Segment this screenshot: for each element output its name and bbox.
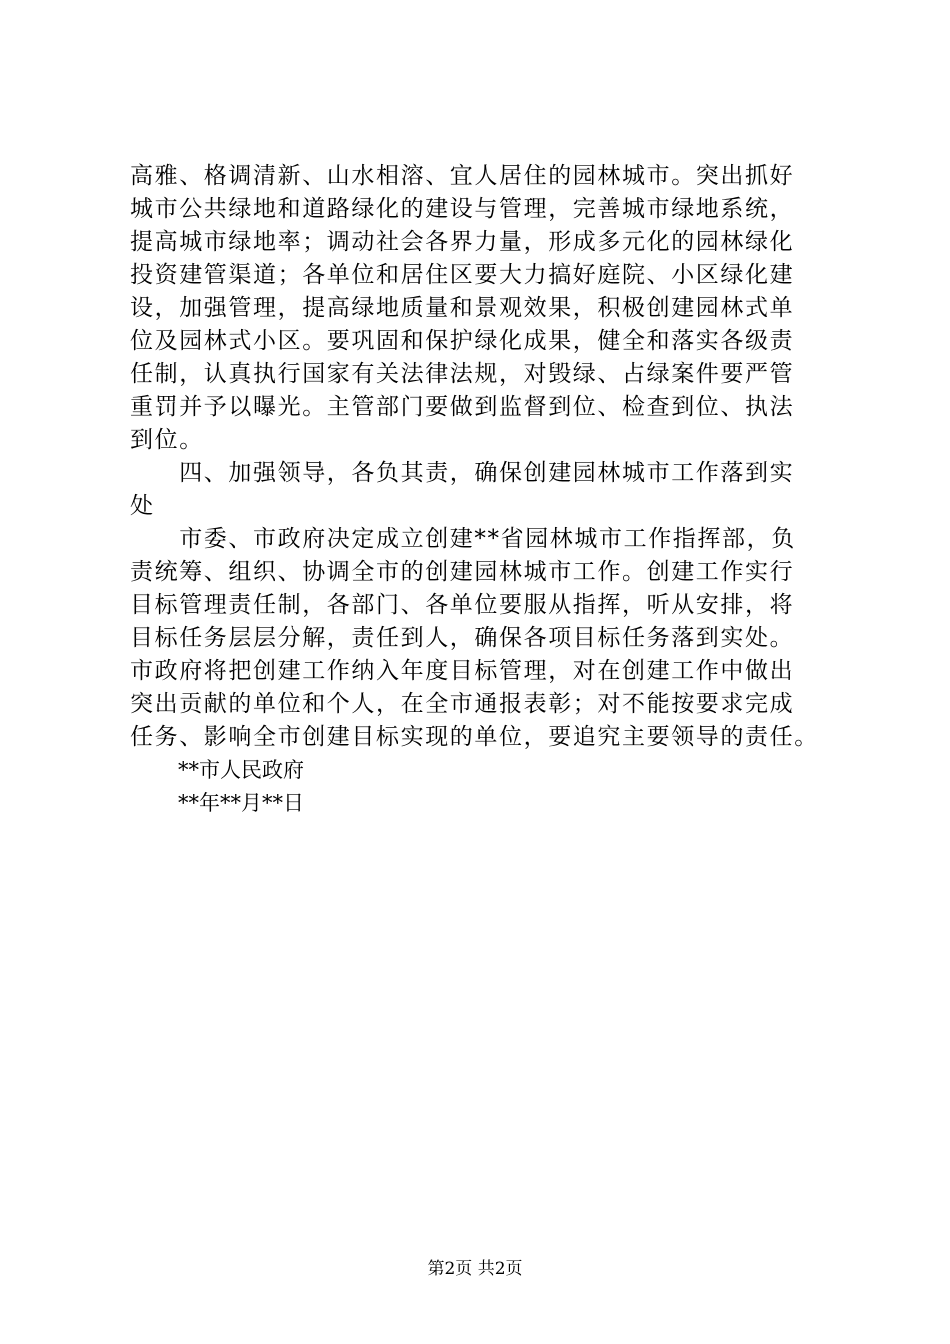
text-line: 突出贡献的单位和个人，在全市通报表彰；对不能按要求完成: [130, 691, 795, 717]
text-line: 高雅、格调清新、山水相溶、宜人居住的园林城市。突出抓好: [130, 163, 795, 189]
text-line: 到位。: [130, 427, 204, 453]
text-line: 任务、影响全市创建目标实现的单位，要追究主要领导的责任。: [130, 724, 819, 750]
text-line: 提高城市绿地率；调动社会各界力量，形成多元化的园林绿化: [130, 229, 795, 255]
text-line: 城市公共绿地和道路绿化的建设与管理，完善城市绿地系统，: [130, 196, 795, 222]
text-line: 位及园林式小区。要巩固和保护绿化成果，健全和落实各级责: [130, 328, 795, 354]
text-line: 设，加强管理，提高绿地质量和景观效果，积极创建园林式单: [130, 295, 795, 321]
signature-date: **年**月**日: [178, 791, 304, 815]
text-line: 投资建管渠道；各单位和居住区要大力搞好庭院、小区绿化建: [130, 262, 795, 288]
text-line: 目标任务层层分解，责任到人，确保各项目标任务落到实处。: [130, 625, 795, 651]
text-line: 市委、市政府决定成立创建**省园林城市工作指挥部，负: [130, 526, 796, 552]
section-heading-line: 四、加强领导，各负其责，确保创建园林城市工作落到实: [130, 460, 795, 486]
section-heading-line: 处: [130, 493, 155, 519]
signature-block: [178, 754, 304, 820]
page-footer: 第2页 共2页: [427, 1259, 523, 1279]
text-line: 目标管理责任制，各部门、各单位要服从指挥，听从安排，将: [130, 592, 795, 618]
text-line: 责统筹、组织、协调全市的创建园林城市工作。创建工作实行: [130, 559, 795, 585]
text-line: 任制，认真执行国家有关法律法规，对毁绿、占绿案件要严管: [130, 361, 795, 387]
signature-org: **市人民政府: [178, 758, 304, 782]
body-text: [130, 160, 830, 754]
text-line: 重罚并予以曝光。主管部门要做到监督到位、检查到位、执法: [130, 394, 795, 420]
text-line: 市政府将把创建工作纳入年度目标管理，对在创建工作中做出: [130, 658, 795, 684]
